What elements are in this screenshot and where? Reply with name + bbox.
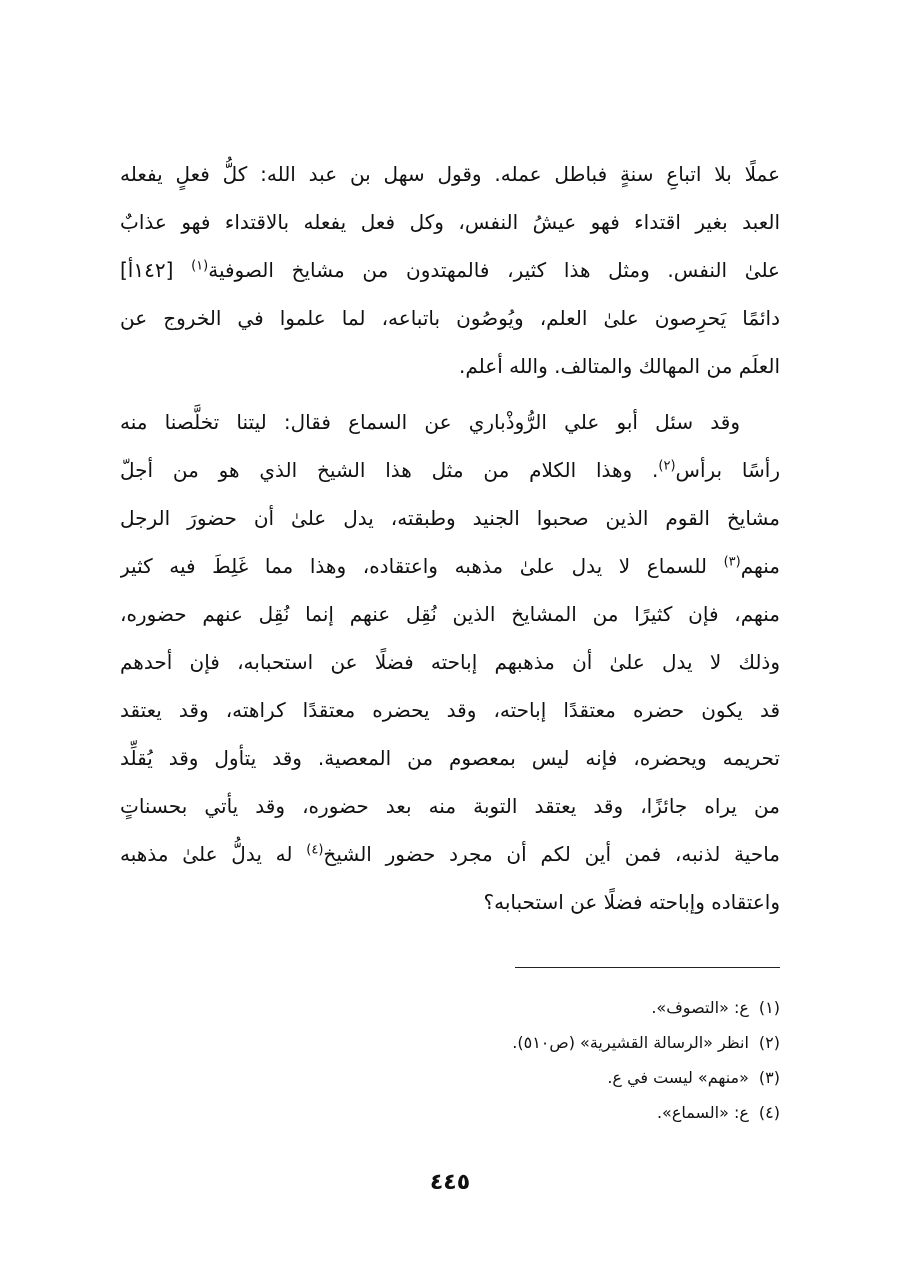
text-line: ماحية لذنبه، فمن أين لكم أن مجرد حضور الشيخ$^{(٤)}$ له يدلُّ علىٰ مذهبه: [120, 842, 780, 866]
text-line: دائمًا يَحرِصون علىٰ العلم، ويُوصُون باتباعه، لما علموا في الخروج عن: [120, 306, 780, 330]
footnote-number: (٣): [758, 1068, 780, 1087]
footnote: [280, 1095, 780, 1130]
footnote-number: (٤): [758, 1103, 780, 1122]
page-number: ٤٤٥: [429, 1170, 471, 1195]
footnote-ref: (٤): [306, 842, 324, 858]
text-line: وذلك لا يدل علىٰ أن مذهبهم إباحته فضلًا عن استحبابه، فإن أحدهم: [120, 650, 780, 674]
text-line: وقد سئل أبو علي الرُّوذْباري عن السماع فقال: ليتنا تخلَّصنا منه: [120, 410, 740, 434]
paragraph-1: [120, 150, 780, 390]
text-line: تحريمه ويحضره، فإنه ليس بمعصوم من المعصية. وقد يتأول وقد يُقلِّد: [120, 746, 780, 770]
text-line: العلَم من المهالك والمتالف. والله أعلم.: [458, 354, 780, 378]
text-line: العبد بغير اقتداء فهو عيشُ النفس، وكل فعل يفعله بالاقتداء فهو عذابٌ: [120, 210, 780, 234]
footnote-text: «منهم» ليست في ع.: [607, 1068, 749, 1087]
footnotes: [280, 990, 780, 1130]
text-line: من يراه جائزًا، وقد يعتقد التوبة منه بعد حضوره، وقد يأتي بحسناتٍ: [120, 794, 780, 818]
text-line: قد يكون حضره معتقدًا إباحته، وقد يحضره معتقدًا كراهته، وقد يعتقد: [120, 698, 780, 722]
footnote-number: (٢): [758, 1033, 780, 1052]
footnote-text: ع: «التصوف».: [651, 998, 749, 1017]
text-line: مشايخ القوم الذين صحبوا الجنيد وطبقته، يدل علىٰ أن حضورَ الرجل: [120, 506, 780, 530]
main-text: [120, 150, 780, 926]
footnote-ref: (٢): [658, 458, 676, 474]
footnote-ref: (٣): [723, 554, 741, 570]
footnote: [280, 1060, 780, 1095]
text-line: واعتقاده وإباحته فضلًا عن استحبابه؟: [483, 890, 780, 914]
footnote-text: انظر «الرسالة القشيرية» (ص٥١٠).: [512, 1033, 749, 1052]
footnote: [280, 1025, 780, 1060]
manuscript-folio-marker: [١٤٢أ]: [120, 258, 192, 282]
text-line: عملًا بلا اتباعِ سنةٍ فباطل عمله. وقول سهل بن عبد الله: كلُّ فعلٍ يفعله: [120, 162, 780, 186]
text-line: علىٰ النفس. ومثل هذا كثير، فالمهتدون من مشايخ الصوفية$^{(١)}$ [١٤٢أ]: [120, 258, 780, 282]
footnote-divider: [515, 967, 780, 968]
footnote-ref: (١): [191, 258, 209, 274]
footnote: [280, 990, 780, 1025]
paragraph-2: [120, 398, 780, 926]
text-line: منهم، فإن كثيرًا من المشايخ الذين نُقِل عنهم إنما نُقِل عنهم حضوره،: [120, 602, 780, 626]
text-line: منهم$^{(٣)}$ للسماع لا يدل علىٰ مذهبه واعتقاده، وهذا مما غَلِطَ فيه كثير: [120, 554, 780, 578]
footnote-number: (١): [758, 998, 780, 1017]
footnote-text: ع: «السماع».: [656, 1103, 749, 1122]
text-line: رأسًا برأس$^{(٢)}$. وهذا الكلام من مثل هذا الشيخ الذي هو من أجلّ: [120, 458, 780, 482]
